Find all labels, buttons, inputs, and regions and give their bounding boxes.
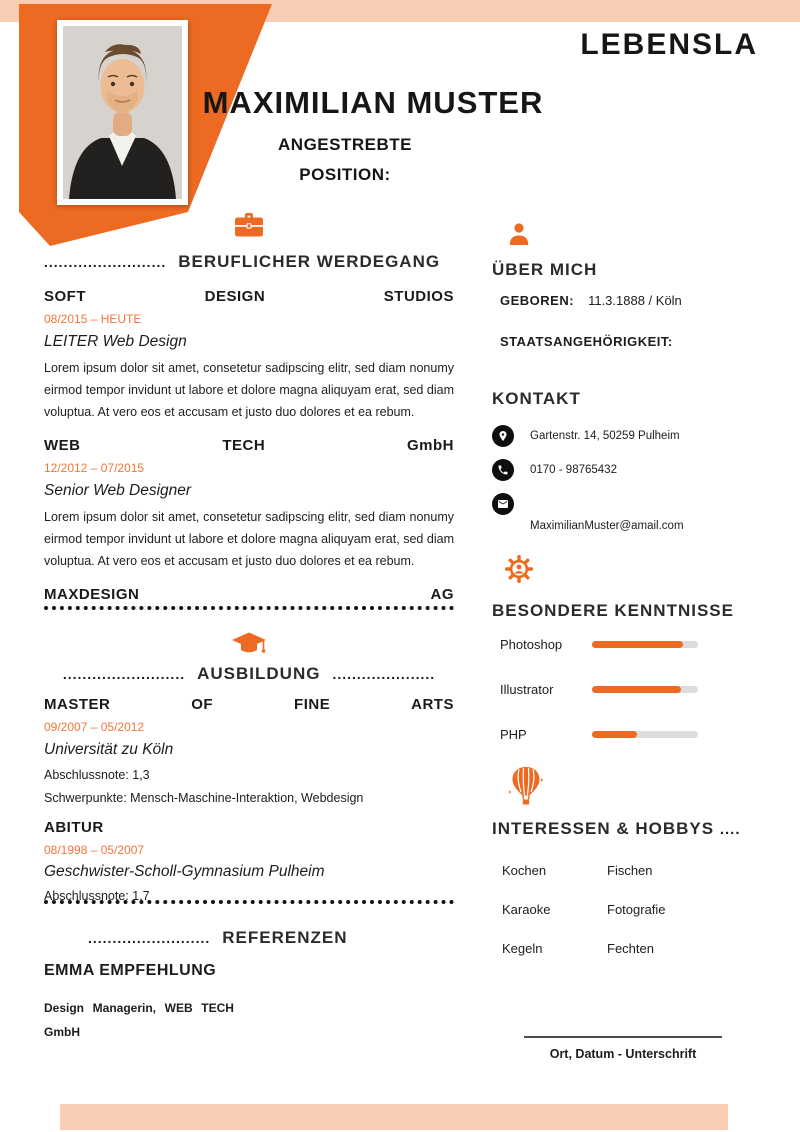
job-company: SOFT DESIGN STUDIOS bbox=[44, 288, 454, 305]
subtitle-line-1: ANGESTREBTE bbox=[278, 135, 412, 154]
graduation-cap-icon bbox=[231, 632, 267, 656]
reference-role bbox=[44, 996, 234, 1044]
skill-row bbox=[492, 727, 784, 742]
nationality-label: STAATSANGEHÖRIGKEIT: bbox=[500, 334, 673, 349]
job-description: Lorem ipsum dolor sit amet, consetetur sadipscing elitr, sed diam nonumy eirmod tempor invidunt ut labore et dolore magna aliquyam erat, sed diam voluptua. At vero eos et accusam et justo duo dolores et ea rebum. bbox=[44, 361, 454, 419]
nationality-row bbox=[492, 334, 784, 349]
skill-bar bbox=[592, 641, 698, 648]
phone-icon bbox=[492, 459, 514, 481]
job-company: WEB TECH GmbH bbox=[44, 437, 454, 454]
job-entry bbox=[44, 586, 454, 610]
skill-name: Illustrator bbox=[500, 682, 554, 697]
person-icon bbox=[506, 221, 532, 247]
signature-label: Ort, Datum - Unterschrift bbox=[549, 1047, 697, 1061]
education-entry bbox=[44, 819, 454, 904]
profile-photo bbox=[57, 20, 188, 205]
left-column bbox=[44, 212, 454, 1044]
leader-dots: ......................... bbox=[88, 930, 211, 946]
phone-row bbox=[492, 459, 784, 481]
education-period: 09/2007 – 05/2012 bbox=[44, 720, 145, 734]
hobby-row bbox=[492, 902, 784, 917]
skill-row bbox=[492, 682, 784, 697]
education-section-header bbox=[44, 664, 454, 684]
briefcase-icon bbox=[234, 212, 264, 238]
hobby-item: Fechten bbox=[607, 941, 654, 956]
leader-dots: ..................... bbox=[332, 666, 436, 682]
skill-bar-fill bbox=[592, 641, 683, 648]
skill-bar bbox=[592, 686, 698, 693]
skills-list bbox=[492, 637, 784, 742]
person-name: MAXIMILIAN MUSTER bbox=[202, 85, 544, 120]
education-grade: Abschlussnote: 1,3 bbox=[44, 768, 150, 782]
education-degree: MASTER OF FINE ARTS bbox=[44, 696, 454, 713]
portrait-illustration bbox=[63, 26, 182, 199]
signature-line bbox=[524, 1036, 722, 1038]
email-text: MaximilianMuster@amail.com bbox=[530, 520, 684, 532]
hobbies-section-title: INTERESSEN & HOBBYS .... bbox=[492, 819, 741, 838]
gear-person-icon bbox=[504, 554, 534, 584]
education-school: Universität zu Köln bbox=[44, 741, 174, 758]
skill-row bbox=[492, 637, 784, 652]
hobby-item: Karaoke bbox=[502, 902, 551, 917]
trailing-dots: .... bbox=[719, 821, 741, 838]
references-section-header bbox=[44, 928, 454, 948]
job-role: Senior Web Designer bbox=[44, 482, 192, 499]
born-row bbox=[492, 293, 784, 308]
born-label: GEBOREN: bbox=[500, 293, 575, 308]
document-title: LEBENSLA bbox=[580, 28, 758, 61]
profile-photo-image bbox=[63, 26, 182, 199]
skill-name: PHP bbox=[500, 727, 527, 742]
skill-bar bbox=[592, 731, 698, 738]
address-text: Gartenstr. 14, 50259 Pulheim bbox=[530, 430, 680, 442]
education-school: Geschwister-Scholl-Gymnasium Pulheim bbox=[44, 863, 325, 880]
career-section-title: BERUFLICHER WERDEGANG bbox=[178, 252, 441, 271]
job-entry bbox=[44, 288, 454, 423]
hobby-item: Fischen bbox=[607, 863, 653, 878]
contact-section-title: KONTAKT bbox=[492, 389, 581, 408]
about-section-title: ÜBER MICH bbox=[492, 260, 598, 279]
education-grade: Abschlussnote: 1,7 bbox=[44, 889, 150, 903]
bottom-peach-band bbox=[60, 1104, 728, 1130]
references-section-title: REFERENZEN bbox=[222, 928, 348, 947]
job-description: Lorem ipsum dolor sit amet, consetetur sadipscing elitr, sed diam nonumy eirmod tempor invidunt ut labore et dolore magna aliquyam erat, sed diam voluptua. At vero eos et accusam et justo duo dolores et ea rebum. bbox=[44, 510, 454, 568]
education-section-title: AUSBILDUNG bbox=[197, 664, 321, 683]
signature-block bbox=[524, 1036, 722, 1061]
job-company: MAXDESIGN AG bbox=[44, 586, 454, 603]
skill-bar-fill bbox=[592, 686, 681, 693]
hobby-row bbox=[492, 863, 784, 878]
education-focus: Schwerpunkte: Mensch-Maschine-Interaktion, Webdesign bbox=[44, 791, 364, 805]
career-section-header bbox=[44, 252, 454, 272]
dotted-separator bbox=[44, 606, 454, 610]
subtitle-line-2: POSITION: bbox=[299, 165, 391, 184]
contact-list bbox=[492, 425, 784, 532]
reference-person: EMMA EMPFEHLUNG bbox=[44, 962, 217, 979]
location-pin-icon bbox=[492, 425, 514, 447]
job-entry bbox=[44, 437, 454, 572]
skill-bar-fill bbox=[592, 731, 637, 738]
hot-air-balloon-icon bbox=[508, 766, 544, 806]
skill-name: Photoshop bbox=[500, 637, 563, 652]
hobby-item: Kochen bbox=[502, 863, 547, 878]
education-period: 08/1998 – 05/2007 bbox=[44, 843, 145, 857]
hobby-item: Fotografie bbox=[607, 902, 666, 917]
hobbies-grid bbox=[492, 863, 784, 956]
reference-role-line2: GmbH bbox=[44, 1025, 80, 1039]
leader-dots: ......................... bbox=[62, 666, 186, 682]
job-period: 12/2012 – 07/2015 bbox=[44, 461, 145, 475]
job-period: 08/2015 – HEUTE bbox=[44, 312, 142, 326]
leader-dots: ......................... bbox=[44, 254, 167, 270]
education-degree: ABITUR bbox=[44, 819, 104, 836]
email-row bbox=[492, 493, 784, 532]
education-entry bbox=[44, 696, 454, 805]
hobby-row bbox=[492, 941, 784, 956]
hobby-item: Kegeln bbox=[502, 941, 543, 956]
desired-position-label bbox=[245, 130, 445, 187]
phone-text: 0170 - 98765432 bbox=[530, 464, 617, 476]
address-row bbox=[492, 425, 784, 447]
skills-section-title: BESONDERE KENNTNISSE bbox=[492, 601, 734, 620]
email-icon bbox=[492, 493, 514, 515]
born-value: 11.3.1888 / Köln bbox=[588, 293, 682, 308]
right-column bbox=[492, 213, 784, 956]
reference-role-line1: Design Managerin, WEB TECH bbox=[44, 1001, 234, 1015]
job-role: LEITER Web Design bbox=[44, 333, 187, 350]
